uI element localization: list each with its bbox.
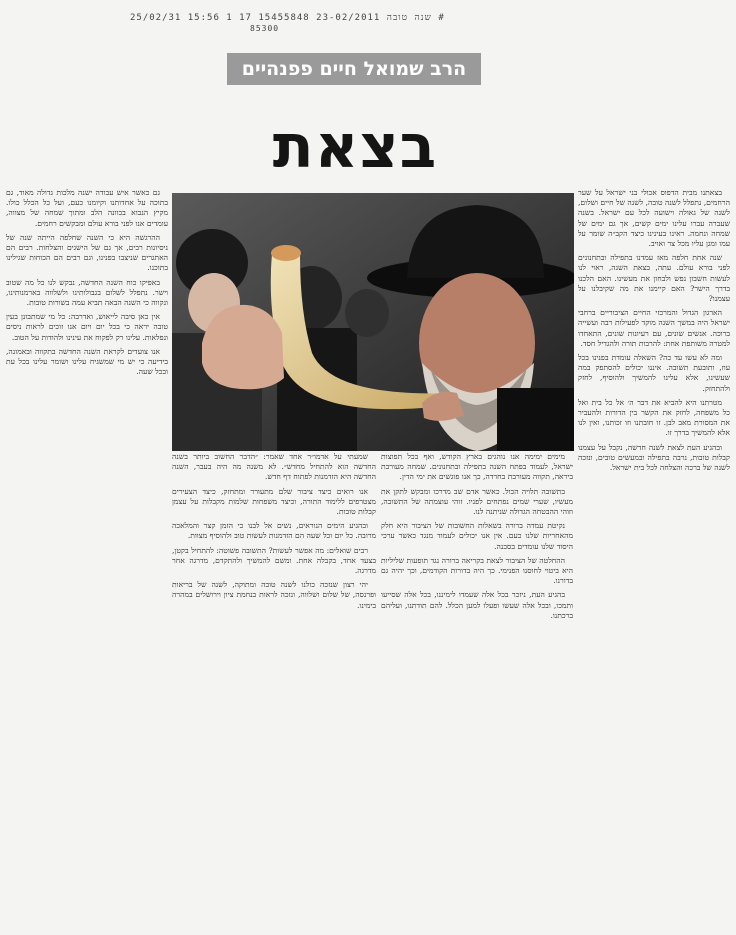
- author-name: הרב שמואל חיים פפנהיים: [241, 58, 467, 80]
- fax-header: [0, 0, 736, 42]
- paragraph: ובהגיע הימים הנוראים, נשים אל לבנו כי הזמן קצר והמלאכה מרובה. כל יום וכל שעה הם הזדמנות לעשות טוב ולהוסיף מצוות.: [172, 521, 376, 541]
- paragraph: אנו צועדים לקראת השנה החדשה בתקווה ובאמונה, בידיעה כי יש מי שמשגיח עלינו ושומר עלינו בכל עת ובכל שעה.: [6, 346, 168, 377]
- paragraph: שמעתי על אדמו״ר אחד שאמר: ״הדבר החשוב ביותר בשנה החדשה הוא להתחיל מחדש״. לא משנה מה היה בעבר, השנה החדשה היא הזדמנות לפתוח דף חדש.: [172, 452, 376, 482]
- text-column-middle-right: [381, 452, 573, 928]
- text-column-right: [578, 188, 730, 928]
- paragraph: ובהגיע העת לצאת לשנה חדשה, נקבל על עצמנו קבלות טובות, נרבה בתפילה ובמעשים טובים, ונזכה לשנה של ברכה והצלחה לכל בית ישראל.: [578, 442, 730, 473]
- paragraph: רבים שואלים: מה אפשר לעשות? התשובה פשוטה: להתחיל בקטן, בצעד אחד, בקבלה אחת. ומשם להמשיך ולהתקדם, מדרגה אחר מדרגה.: [172, 545, 376, 576]
- paragraph: אנו רואים כיצד ציבור שלם מתעורר ומתחזק, כיצד הצעירים מצטרפים ללימוד התורה, וכיצד משפחות שלמות מקבלות על עצמן קבלות טובות.: [172, 486, 376, 517]
- text-column-middle-left: [172, 452, 376, 928]
- paragraph: ההרגשה היא כי השנה שחלפה הייתה שנה של ניסיונות רבים, אך גם של הישגים והצלחות. רבים הם האתגרים שניצבו בפנינו, וגם רבים הם הכוחות שגילינו בתוכנו.: [6, 232, 168, 273]
- paragraph: בתשובה תלויה הכול. כאשר אדם שב מדרכו ומבקש לתקן את מעשיו, שערי שמים נפתחים לפניו. זוהי עוצמתה של התשובה, וזוהי ההבטחה הגדולה שניתנה לנו.: [381, 486, 573, 517]
- paragraph: הארגון הגדול והמרכזי החיים הציבוריים ברחבי ישראל היה במשך השנה מוקד לפעילות רבה ועשייה ברוכה. אנשים שונים, עם רעיונות שונים, התאחדו למטרה משותפת אחת: להרבות תורה ולהגדיל חסד.: [578, 308, 730, 348]
- paragraph: שנה אחת חלפה מאז עמדנו בתפילה ובתחנונים לפני בורא עולם. עתה, בצאת השנה, ראוי לנו לעשות חשבון נפש ולבחון את מעשינו. האם הלכנו בדרך הישר? האם קיימנו את מה שקיבלנו על עצמנו?: [578, 253, 730, 304]
- fax-header-line: 25/02/31 15:56 1 17 שנה טובה 23-02/2011 15455848 #: [130, 13, 445, 23]
- article-photo: [172, 193, 574, 451]
- paragraph: נקיטת עמדה ברורה בשאלות החשובות של הציבור היא חלק מהאחריות שלנו כעם. אין אנו יכולים לעמוד מנגד כאשר ערכי היסוד שלנו עומדים בסכנה.: [381, 521, 573, 551]
- paragraph: באפיקו כוח השנה החדשה, נבקש לנו כל מה שטוב וישר. נתפלל לשלום בגבולותינו ולשלווה בארמנותינו, ונקווה כי השנה הבאה תביא עמה בשורות טובות.: [6, 277, 168, 308]
- paragraph: מימים ימימה אנו נוהגים בארץ הקודש, ואף בכל תפוצות ישראל, לעמוד בפתח השנה בתפילה ובתחנונים. שמחה מעורבת ביראה, תקווה מעורבת בחרדה, כך אנו פוגשים את ימי הדין.: [381, 452, 573, 482]
- paragraph: אין כאן סיבה לייאוש, ואדרבה: כל מי שמתבונן בעין טובה יראה כי בכל יום ויום אנו זוכים לראות ניסים ונפלאות. עלינו רק לפקוח את עינינו ולהודות על הטוב.: [6, 312, 168, 342]
- paragraph: בהגיע העת, ניזכר בכל אלה שעמדו לימיננו, בכל אלה שסייעו ותמכו, ובכל אלה שעשו ופעלו למען הכלל. להם תודתנו, ועליהם ברכתנו.: [381, 590, 573, 620]
- author-bar: [227, 53, 481, 85]
- paragraph: ההחלטה של הציבור לצאת בקריאה ברורה נגד תופעות שליליות היא ביטוי לחוסנו הפנימי. כך היה בדורות הקודמים, וכך יהיה גם בדורנו.: [381, 555, 573, 586]
- paragraph: גם כאשר איש עבודה ישנה מלכות גדולה מאוד, גם בתוכה על אחדותנו וקיומנו כעם, ועל כל הכלל כולו. מקיץ הנבוא בכוונה הלב ומתוך שמחה של מצווה, עומדים אנו לפני בורא עולם ומבקשים רחמים.: [6, 188, 168, 228]
- fax-header-line: 85300: [250, 24, 280, 33]
- paragraph: מטרתנו היא להביא את דבר ה׳ אל כל בית ואל כל משפחה, לחזק את הקשר בין הדורות ולהעביר את המסורת מאב לבן. זו חובתנו וזו זכותנו, ואין לנו אלא להמשיך בדרך זו.: [578, 397, 730, 438]
- paragraph: ומה לא עשו עד כה? השאלה עומדת בפנינו בכל עוז, ותובעת תשובה. איננו יכולים להסתפק במה שעשינו, אלא עלינו להמשיך ולהוסיף, לחזק ולהתחזק.: [578, 353, 730, 393]
- text-column-left: [6, 188, 168, 928]
- article-headline: בצאת: [272, 112, 438, 182]
- paragraph: בצאתנו מבית הדפוס אכולי בני ישראל על שער הרחמים, נתפלל לשנה טובה, לשנה של חיים ושלום, לשנה של גאולה וישועה לכל עם ישראל. בשנה שעברה עברו עלינו ימים קשים, אך גם ימים של שמחה ונחמה. ראינו בעינינו כיצד הקב״ה שומר על עמו ומגן עליו מכל צר ואויב.: [578, 188, 730, 249]
- paragraph: יהי רצון שנזכה כולנו לשנה טובה ומתוקה, לשנה של בריאות ופרנסה, של שלום ושלווה, ונזכה לראות בנחמת ציון וירושלים במהרה בימינו.: [172, 580, 376, 610]
